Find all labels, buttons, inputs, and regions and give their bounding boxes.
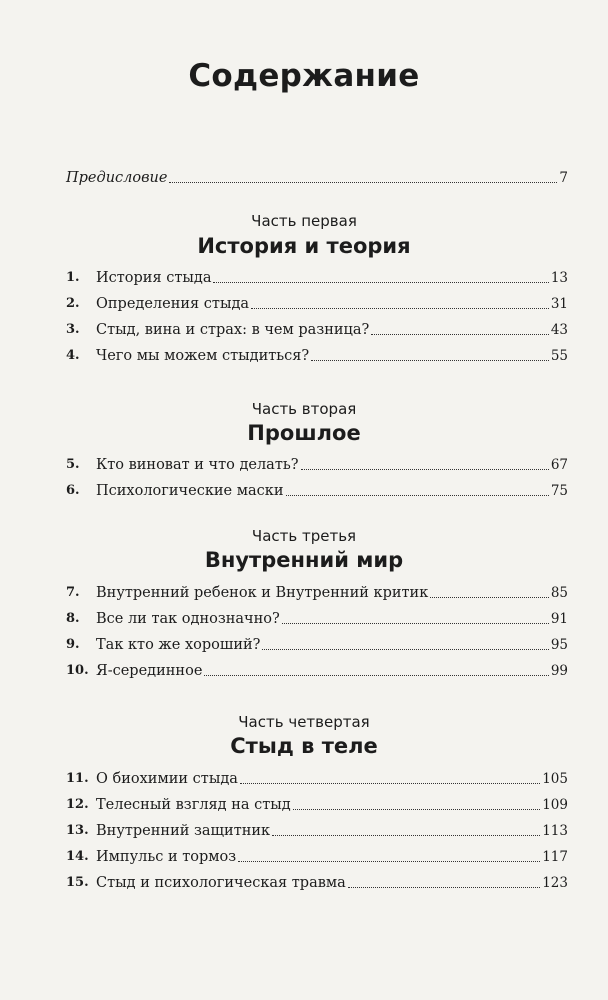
chapter-number: 2.	[66, 296, 80, 311]
toc-entry-label: Предисловие	[66, 170, 168, 186]
toc-entry-page: 55	[550, 348, 568, 364]
toc-entry[interactable]	[66, 847, 568, 867]
toc-entry-label: Определения стыда	[96, 296, 250, 312]
toc-entry[interactable]	[66, 583, 568, 603]
dot-leader	[169, 181, 557, 183]
toc-entry[interactable]	[66, 635, 568, 655]
toc-entry-label: Так кто же хороший?	[96, 637, 261, 653]
page-title: Содержание	[188, 58, 420, 94]
toc-entry[interactable]	[66, 795, 568, 815]
dot-leader	[371, 333, 549, 335]
toc-entry-page: 99	[550, 663, 568, 679]
chapter-number: 1.	[66, 270, 80, 285]
chapter-number: 4.	[66, 348, 80, 363]
toc-entry-page: 109	[542, 797, 568, 813]
toc-entry[interactable]	[66, 821, 568, 841]
chapter-number: 14.	[66, 849, 89, 864]
toc-entry[interactable]	[66, 320, 568, 340]
chapter-number: 7.	[66, 585, 80, 600]
part-subtitle: Часть четвертая	[238, 713, 370, 731]
toc-entry-label: История стыда	[96, 270, 212, 286]
dot-leader	[272, 834, 540, 836]
dot-leader	[238, 860, 540, 862]
dot-leader	[262, 648, 548, 650]
toc-entry-page: 67	[550, 457, 568, 473]
chapter-number: 3.	[66, 322, 80, 337]
toc-entry-page: 85	[550, 585, 568, 601]
dot-leader	[204, 674, 548, 676]
toc-entry-label: Я-серединное	[96, 663, 203, 679]
toc-entry-label: Стыд, вина и страх: в чем разница?	[96, 322, 370, 338]
toc-entry[interactable]	[66, 268, 568, 288]
chapter-number: 5.	[66, 457, 80, 472]
toc-entry-page: 95	[550, 637, 568, 653]
chapter-number: 8.	[66, 611, 80, 626]
dot-leader	[286, 494, 549, 496]
chapter-number: 11.	[66, 771, 89, 786]
toc-entry[interactable]	[66, 455, 568, 475]
part-subtitle: Часть вторая	[251, 400, 357, 418]
part-subtitle: Часть первая	[251, 212, 357, 230]
dot-leader	[282, 622, 549, 624]
toc-entry-page: 31	[550, 296, 568, 312]
toc-entry-label: Все ли так однозначно?	[96, 611, 280, 627]
toc-entry[interactable]	[66, 294, 568, 314]
toc-entry-page: 75	[550, 483, 568, 499]
toc-entry-label: Импульс и тормоз	[96, 849, 237, 865]
part-title: Стыд в теле	[230, 734, 378, 758]
toc-entry[interactable]	[66, 769, 568, 789]
dot-leader	[311, 359, 549, 361]
chapter-number: 15.	[66, 875, 89, 890]
dot-leader	[348, 886, 540, 888]
toc-entry-label: Внутренний защитник	[96, 823, 271, 839]
toc-entry-label: Внутренний ребенок и Внутренний критик	[96, 585, 429, 601]
toc-entry-label: Телесный взгляд на стыд	[96, 797, 291, 813]
part-title: Внутренний мир	[204, 548, 404, 572]
dot-leader	[430, 596, 549, 598]
toc-entry-page: 91	[550, 611, 568, 627]
toc-entry-page: 117	[542, 849, 568, 865]
toc-entry-label: О биохимии стыда	[96, 771, 238, 787]
dot-leader	[213, 281, 548, 283]
dot-leader	[293, 808, 540, 810]
chapter-number: 12.	[66, 797, 89, 812]
toc-entry[interactable]	[66, 481, 568, 501]
toc-entry-page: 13	[550, 270, 568, 286]
toc-entry-label: Психологические маски	[96, 483, 284, 499]
toc-entry-page: 113	[542, 823, 568, 839]
toc-entry-page: 43	[550, 322, 568, 338]
chapter-number: 10.	[66, 663, 89, 678]
part-title: Прошлое	[247, 421, 361, 445]
toc-entry-page: 7	[559, 170, 568, 186]
toc-entry-label: Стыд и психологическая травма	[96, 875, 346, 891]
chapter-number: 6.	[66, 483, 80, 498]
toc-entry[interactable]	[66, 873, 568, 893]
toc-entry-preface[interactable]	[66, 168, 568, 188]
toc-entry-page: 123	[542, 875, 568, 891]
toc-entry[interactable]	[66, 346, 568, 366]
toc-entry[interactable]	[66, 661, 568, 681]
dot-leader	[240, 782, 540, 784]
toc-entry-page: 105	[542, 771, 568, 787]
part-subtitle: Часть третья	[251, 527, 357, 545]
chapter-number: 13.	[66, 823, 89, 838]
toc-entry[interactable]	[66, 609, 568, 629]
toc-entry-label: Кто виноват и что делать?	[96, 457, 299, 473]
part-title: История и теория	[197, 234, 411, 258]
dot-leader	[301, 468, 549, 470]
chapter-number: 9.	[66, 637, 80, 652]
dot-leader	[251, 307, 549, 309]
toc-entry-label: Чего мы можем стыдиться?	[96, 348, 310, 364]
